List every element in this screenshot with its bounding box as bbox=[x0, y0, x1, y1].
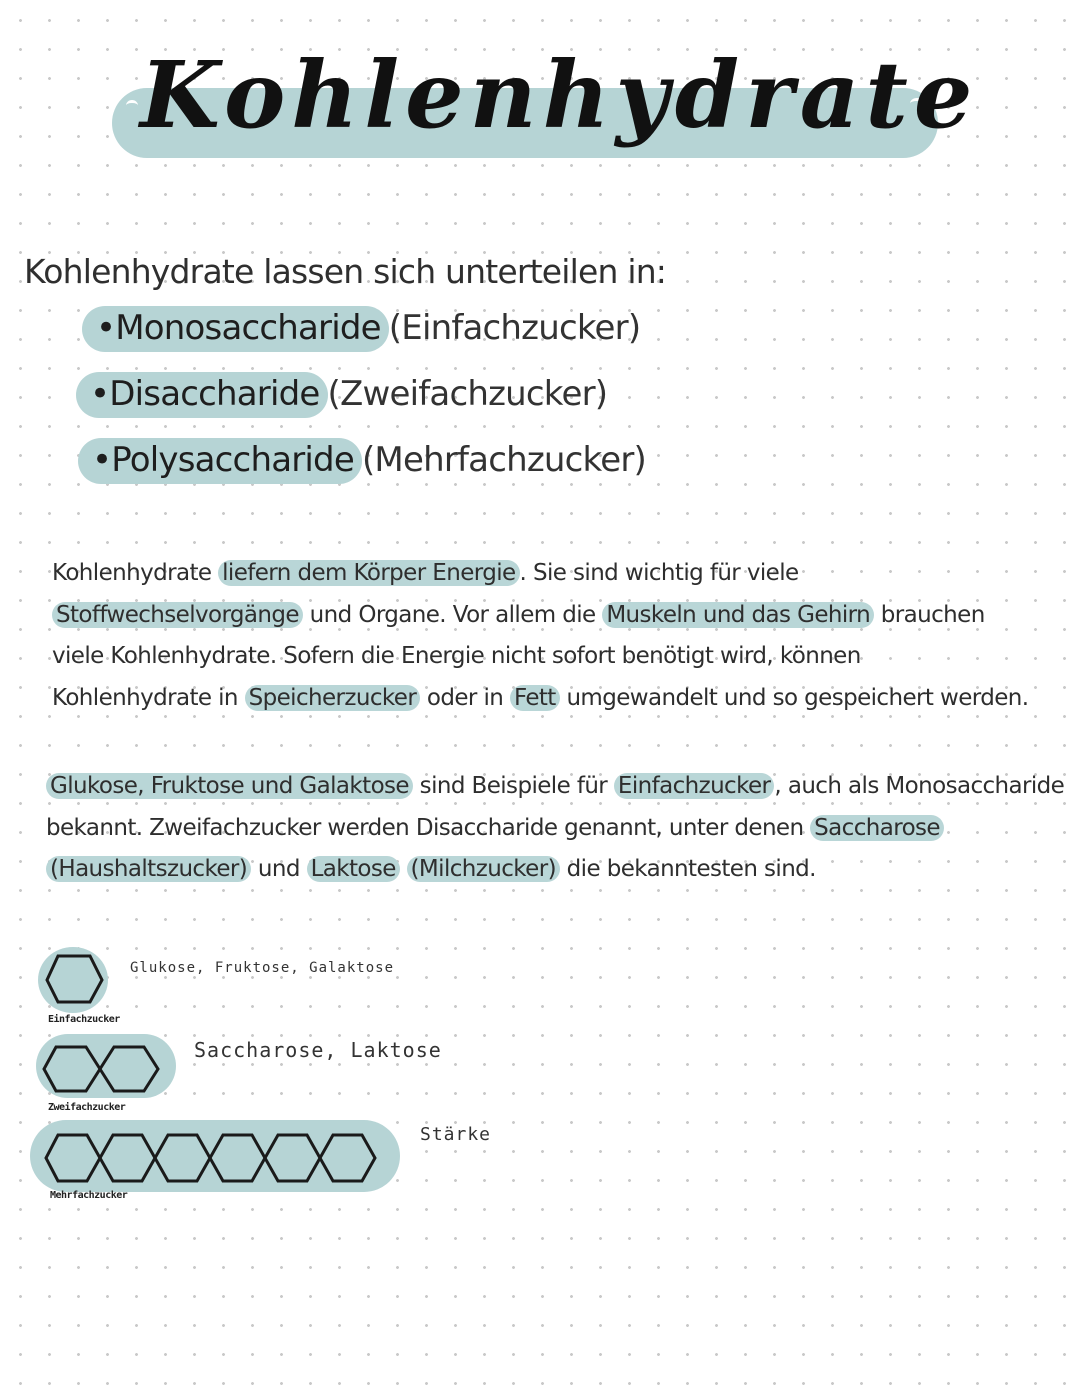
text: oder in bbox=[420, 684, 510, 711]
hexagon-chain-long-icon bbox=[42, 1132, 394, 1184]
para-line bbox=[52, 678, 1028, 720]
type-monosaccharide bbox=[82, 306, 640, 352]
poly-label: Mehrfachzucker bbox=[50, 1190, 128, 1201]
text: . Sie sind wichtig für viele bbox=[519, 560, 799, 586]
type-name: •Disaccharide bbox=[76, 372, 328, 418]
type-note: (Zweifachzucker) bbox=[327, 374, 608, 414]
type-note: (Mehrfachzucker) bbox=[361, 440, 646, 480]
text: sind Beispiele für bbox=[412, 773, 614, 799]
para-line bbox=[46, 849, 1064, 891]
text: die bekanntesten sind. bbox=[559, 856, 816, 882]
di-label: Zweifachzucker bbox=[48, 1102, 126, 1113]
para-line bbox=[52, 553, 1028, 595]
highlight: (Milchzucker) bbox=[407, 856, 560, 882]
text: Kohlenhydrate bbox=[52, 560, 219, 586]
text: , auch als Monosaccharide bbox=[774, 773, 1065, 799]
type-polysaccharide bbox=[78, 438, 646, 484]
mono-label: Einfachzucker bbox=[48, 1014, 120, 1025]
para-line bbox=[46, 808, 1064, 850]
highlight: Muskeln und das Gehirn bbox=[602, 602, 874, 628]
highlight: liefern dem Körper Energie bbox=[218, 560, 519, 586]
highlight: (Haushaltszucker) bbox=[46, 856, 251, 882]
text: und bbox=[251, 856, 307, 882]
hexagon-ring-icon bbox=[44, 952, 106, 1008]
type-name: •Monosaccharide bbox=[82, 306, 389, 352]
highlight: Fett bbox=[510, 685, 560, 711]
poly-examples: Stärke bbox=[420, 1124, 492, 1145]
para-line bbox=[52, 595, 1028, 637]
highlight: Saccharose bbox=[810, 815, 944, 841]
mono-examples: Glukose, Fruktose, Galaktose bbox=[130, 960, 395, 976]
highlight: Stoffwechselvorgänge bbox=[52, 602, 303, 628]
text: Kohlenhydrate in bbox=[52, 684, 245, 711]
type-name: •Polysaccharide bbox=[78, 438, 362, 484]
type-disaccharide bbox=[76, 372, 607, 418]
text: bekannt. Zweifachzucker werden Disaccharide genannt, unter denen bbox=[46, 814, 811, 841]
type-note: (Einfachzucker) bbox=[388, 308, 641, 348]
para-line bbox=[46, 766, 1064, 808]
text: und Organe. Vor allem die bbox=[302, 601, 603, 628]
di-examples: Saccharose, Laktose bbox=[194, 1038, 442, 1062]
paragraph-examples bbox=[46, 766, 1064, 891]
paragraph-energy bbox=[52, 553, 1028, 719]
text: umgewandelt und so gespeichert werden. bbox=[559, 684, 1029, 711]
para-line: viele Kohlenhydrate. Sofern die Energie nicht sofort benötigt wird, können bbox=[52, 643, 861, 669]
highlight: Glukose, Fruktose und Galaktose bbox=[46, 773, 413, 799]
highlight: Laktose bbox=[307, 856, 400, 882]
intro-text: Kohlenhydrate lassen sich unterteilen in: bbox=[24, 252, 667, 291]
text bbox=[400, 856, 407, 882]
hexagon-chain-icon bbox=[40, 1044, 170, 1094]
highlight: Einfachzucker bbox=[614, 773, 775, 799]
page-title: Kohlenhydrate bbox=[140, 41, 979, 149]
highlight: Speicherzucker bbox=[245, 685, 421, 711]
text: brauchen bbox=[874, 601, 985, 628]
